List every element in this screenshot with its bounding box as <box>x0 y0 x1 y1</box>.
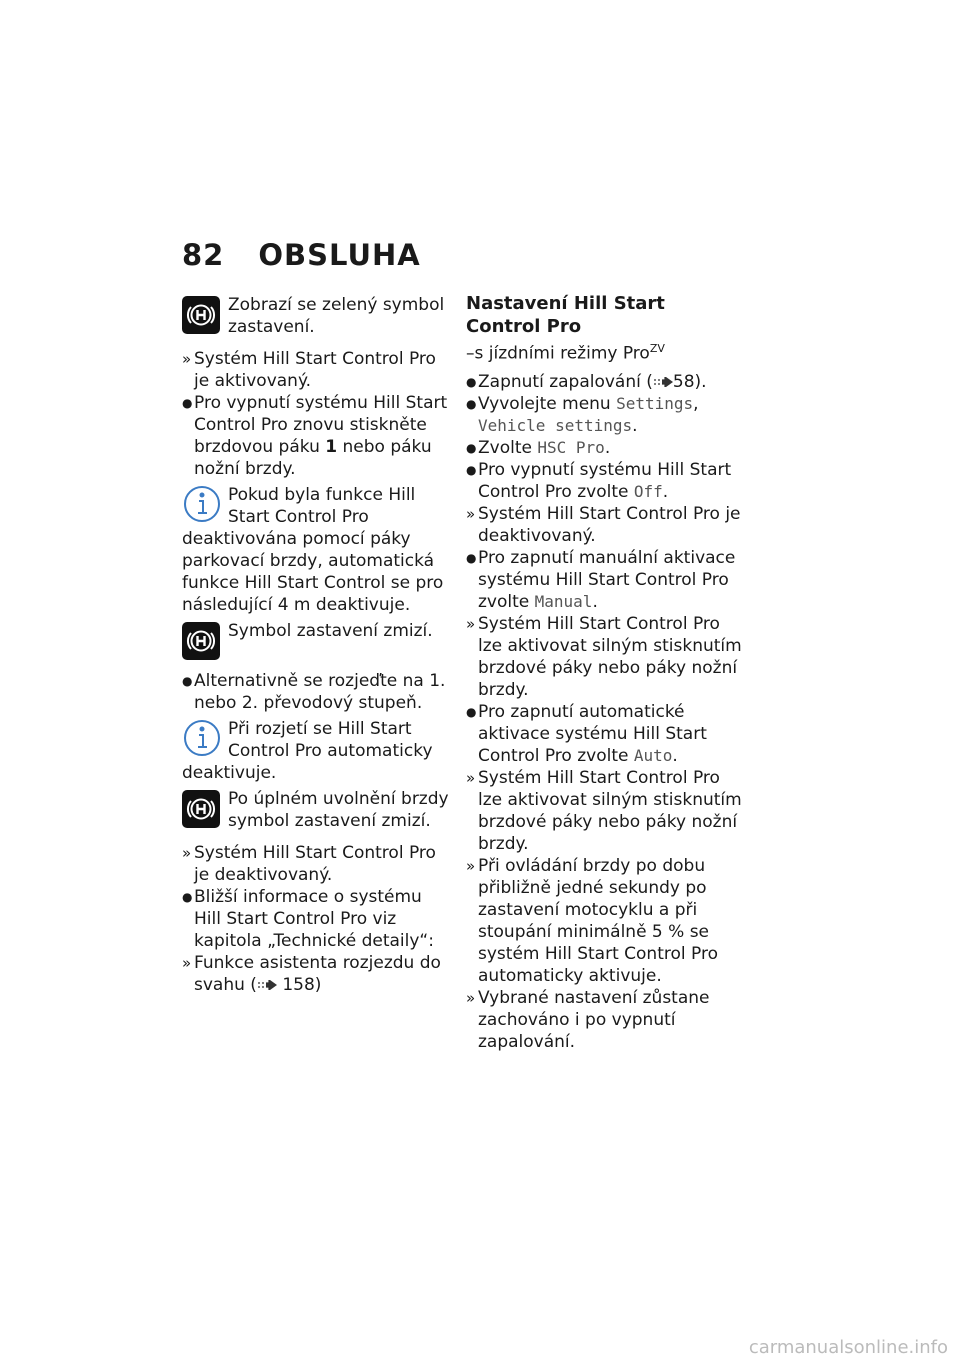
action-item: ● Zapnutí zapalování ( 58). <box>466 371 707 392</box>
page-ref[interactable]: 158) <box>282 975 322 995</box>
info-icon <box>182 718 222 758</box>
info-icon <box>182 484 222 524</box>
result-item: » Systém Hill Start Control Pro je deaktivovaný. <box>182 843 436 885</box>
right-column <box>466 292 742 1053</box>
menu-settings: Settings <box>616 393 694 413</box>
page-ref[interactable]: 58). <box>672 371 707 392</box>
note-text: Po úplném uvolnění brzdy symbol zastavení zmizí. <box>228 789 449 831</box>
action-item: ● Alternativně se rozjeďte na 1. nebo 2. převodový stupeň. <box>182 671 446 713</box>
hold-symbol-note <box>182 294 450 338</box>
action-item: ● Pro zapnutí automatické aktivace systému Hill Start Control Pro zvolte Auto. <box>466 701 707 766</box>
action-item: ● Pro vypnutí systému Hill Start Control Pro zvolte Off. <box>466 459 732 502</box>
result-item: » Systém Hill Start Control Pro lze aktivovat silným stisknutím brzdové páky nebo páky nožní brzdy. <box>466 767 742 854</box>
result-item: » Systém Hill Start Control Pro je deaktivovaný. <box>466 503 741 546</box>
page-ref-arrow-icon <box>257 980 277 990</box>
page-ref-arrow-icon <box>653 377 673 387</box>
hold-symbol-note <box>182 620 450 660</box>
hold-symbol-note <box>182 788 450 832</box>
action-item: ● Pro zapnutí manuální aktivace systému Hill Start Control Pro zvolte Manual. <box>466 547 736 612</box>
note-text: Zobrazí se zelený symbol zastavení. <box>228 295 445 337</box>
action-item: ● Vyvolejte menu Settings, Vehicle settings. <box>466 393 699 436</box>
page-header <box>182 238 421 272</box>
info-text: Při rozjetí se Hill Start Control Pro automaticky deaktivuje. <box>182 719 433 783</box>
section-title: OBSLUHA <box>258 238 421 272</box>
result-item: » Funkce asistenta rozjezdu do svahu ( 158) <box>182 953 441 995</box>
subheading: –s jízdními režimy Pro$^{ZV}$ <box>466 342 665 364</box>
menu-hsc-pro: HSC Pro <box>537 437 605 457</box>
result-item: » Při ovládání brzdy po dobu přibližně jedné sekundy po zastavení motocyklu a při stoupání minimálně 5 % se systém Hill Start Control Pro automaticky aktivuje. <box>466 855 718 986</box>
left-column <box>182 292 450 996</box>
result-item: » Vybrané nastavení zůstane zachováno i po vypnutí zapalování. <box>466 987 710 1052</box>
result-item: » Systém Hill Start Control Pro je aktivovaný. <box>182 349 436 391</box>
info-note <box>182 718 450 784</box>
section-heading: Nastavení Hill Start Control Pro <box>466 293 665 337</box>
hill-hold-icon <box>182 790 220 828</box>
action-item: ● Bližší informace o systému Hill Start Control Pro viz kapitola „Technické detaily“: <box>182 887 434 951</box>
info-text: Pokud byla funkce Hill Start Control Pro deaktivována pomocí páky parkovací brzdy, automatická funkce Hill Start Control se pro následující 4 m deaktivuje. <box>182 485 444 615</box>
action-item: ● Zvolte HSC Pro. <box>466 437 611 458</box>
menu-manual: Manual <box>534 591 593 611</box>
page-number: 82 <box>182 238 225 272</box>
hill-hold-icon <box>182 622 220 660</box>
note-text: Symbol zastavení zmizí. <box>228 621 433 641</box>
menu-vehicle-settings: Vehicle settings <box>478 415 633 435</box>
site-watermark: carmanualsonline.info <box>748 1337 948 1358</box>
result-item: » Systém Hill Start Control Pro lze aktivovat silným stisknutím brzdové páky nebo páky nožní brzdy. <box>466 613 742 700</box>
hill-hold-icon <box>182 296 220 334</box>
menu-auto: Auto <box>633 745 673 765</box>
action-item: ● Pro vypnutí systému Hill Start Control Pro znovu stiskněte brzdovou páku 1 nebo páku nožní brzdy. <box>182 393 448 479</box>
info-note <box>182 484 450 616</box>
menu-off: Off <box>633 481 663 501</box>
